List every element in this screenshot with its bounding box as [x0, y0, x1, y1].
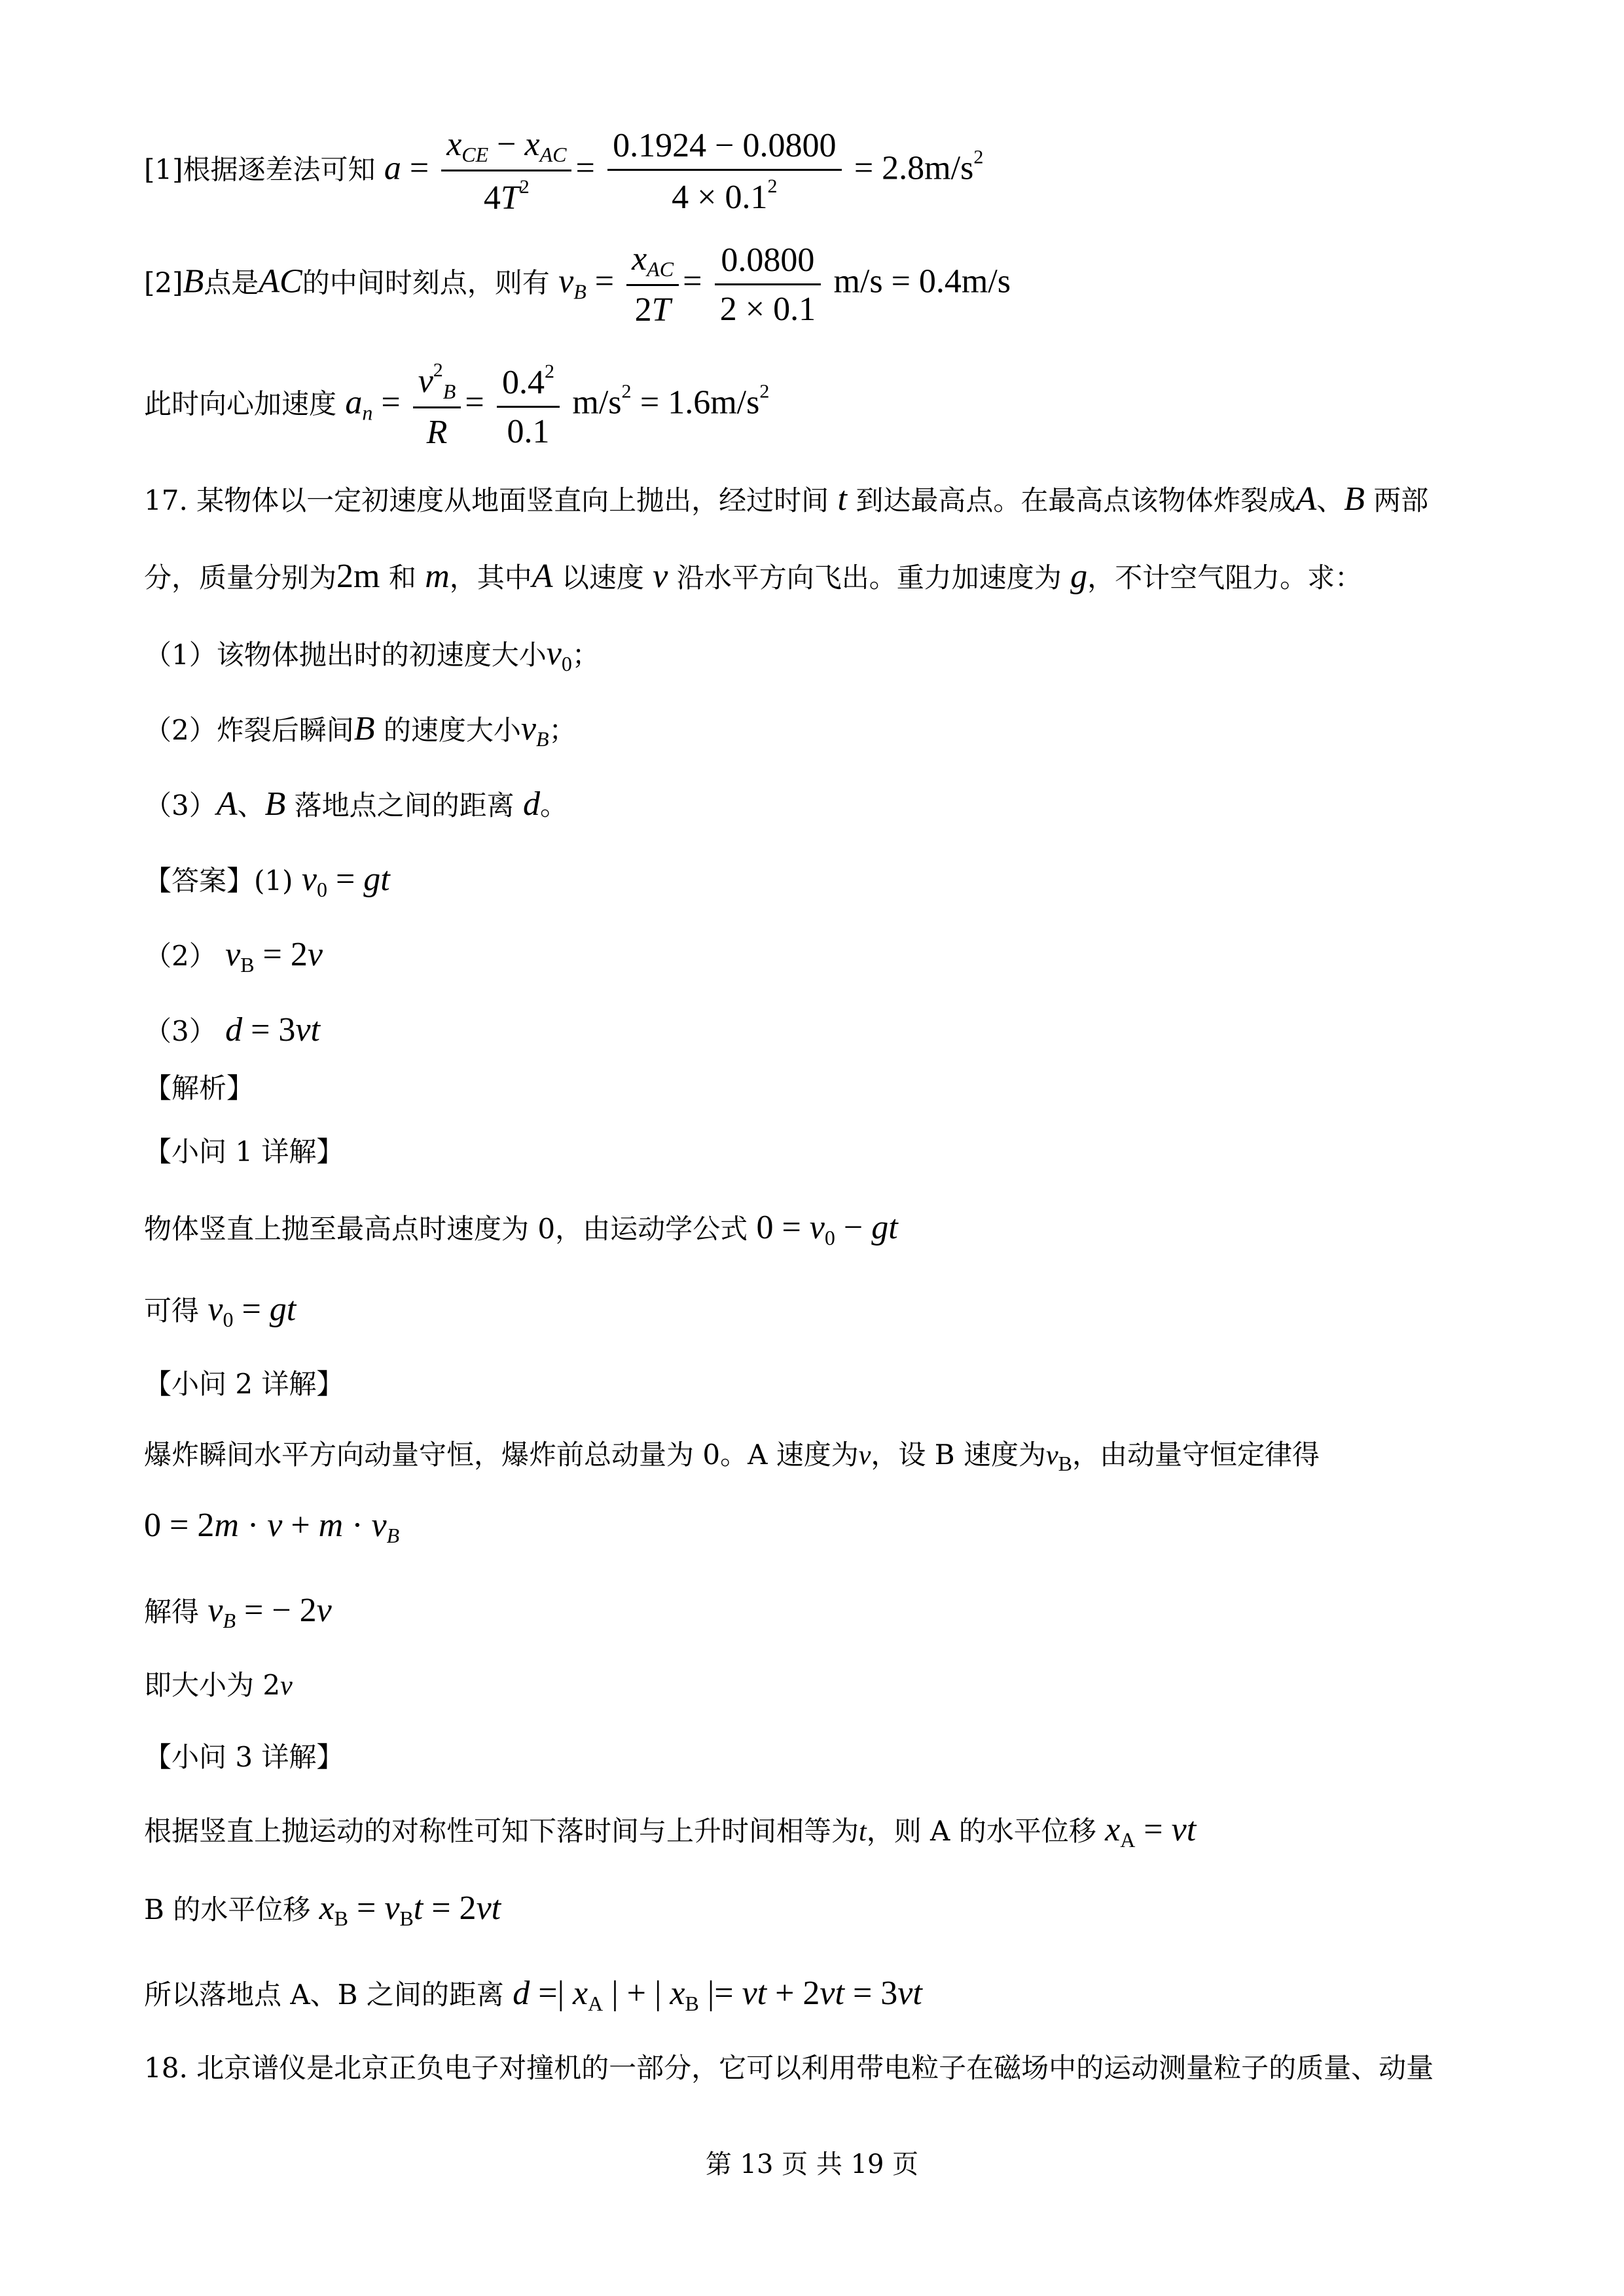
accel-numeric-fraction: $\frac{0.1924 - 0.0800}{4 \times 0.1^2}$: [607, 126, 841, 219]
line-accel: [1]根据逐差法可知 a = $\frac{x_{CE} - x_{AC}}{4T^2}$ = $\frac{0.1924 - 0.0800}{4 \times 0.1^2}$ = $2.8m/s^2$: [144, 124, 983, 219]
part1-title: 【小问 1 详解】: [144, 1136, 344, 1168]
line-centripetal: 此时向心加速度 $a_n$ = $\frac{v^2_B}{R}$ = $\frac{0.4^2}{0.1}$ $m/s^2 = 1.6m/s^2$: [144, 359, 769, 454]
q17-answer-3: （3） d = 3vt: [144, 1011, 320, 1049]
analysis-heading: 【解析】: [144, 1072, 255, 1104]
accel-symbolic-fraction: $\frac{x_{CE} - x_{AC}}{4T^2}$: [441, 124, 571, 219]
an-numeric-fraction: $\frac{0.4^2}{0.1}$: [497, 360, 560, 453]
page-footer: 第 13 页 共 19 页: [705, 2149, 919, 2179]
q17-answer-1: 【答案】(1) $v_0$ = gt: [144, 861, 390, 901]
part2-magnitude: 即大小为 2v: [144, 1669, 293, 1701]
accel-label: [1]根据逐差法可知: [144, 153, 376, 186]
part1-line2: 可得 $v_0$ = gt: [144, 1291, 297, 1331]
part2-title: 【小问 2 详解】: [144, 1368, 344, 1400]
part3-title: 【小问 3 详解】: [144, 1741, 344, 1773]
vb-symbolic-fraction: $\frac{x_{AC}}{2T}$: [626, 239, 679, 331]
part3-line3: 所以落地点 A、B 之间的距离 d =| $x_A$ | + | $x_B$ |= vt + 2vt = 3vt: [144, 1975, 922, 2015]
part1-line1: 物体竖直上抛至最高点时速度为 0，由运动学公式 $0 = v_0$ − gt: [144, 1209, 898, 1249]
line-velocity-b: [2]B点是AC的中间时刻点，则有 $v_B$ = $\frac{x_{AC}}{2T}$ = $\frac{0.0800}{2 \times 0.1}$ m/s = 0.4m/s: [144, 239, 1011, 331]
q17-sub3: （3）A、B 落地点之间的距离 d。: [144, 785, 568, 823]
q17-answer-2: （2） $v_B = 2v$: [144, 936, 323, 977]
part2-line1: 爆炸瞬间水平方向动量守恒，爆炸前总动量为 0。A 速度为v，设 B 速度为$v_B$，由动量守恒定律得: [144, 1439, 1320, 1475]
q17-sub1: （1）该物体抛出时的初速度大小$v_0$；: [144, 635, 600, 675]
q17-stem-line2: 分，质量分别为2m 和 m，其中A 以速度 v 沿水平方向飞出。重力加速度为 g，不计空气阻力。求：: [144, 558, 1363, 595]
q17-sub2: （2）炸裂后瞬间B 的速度大小$v_B$；: [144, 710, 577, 751]
accel-result: = 2.8m/s: [854, 149, 974, 187]
part3-line1: 根据竖直上抛运动的对称性可知下落时间与上升时间相等为t，则 A 的水平位移 $x_A$ = vt: [144, 1811, 1197, 1852]
vb-numeric-fraction: $\frac{0.0800}{2 \times 0.1}$: [715, 240, 821, 331]
q18-stem: 18. 北京谱仪是北京正负电子对撞机的一部分，它可以利用带电粒子在磁场中的运动测量粒子的质量、动量: [144, 2052, 1434, 2084]
part2-equation: $0 = 2m \cdot v + m \cdot v_B$: [144, 1507, 400, 1547]
part3-line2: B 的水平位移 $x_B = v_Bt = 2vt$: [144, 1890, 501, 1930]
an-symbolic-fraction: $\frac{v^2_B}{R}$: [413, 359, 461, 454]
part2-solve: 解得 $v_B$ = − 2v: [144, 1592, 332, 1632]
q17-stem-line1: 17. 某物体以一定初速度从地面竖直向上抛出，经过时间 t 到达最高点。在最高点该物体炸裂成A、B 两部: [144, 480, 1429, 518]
